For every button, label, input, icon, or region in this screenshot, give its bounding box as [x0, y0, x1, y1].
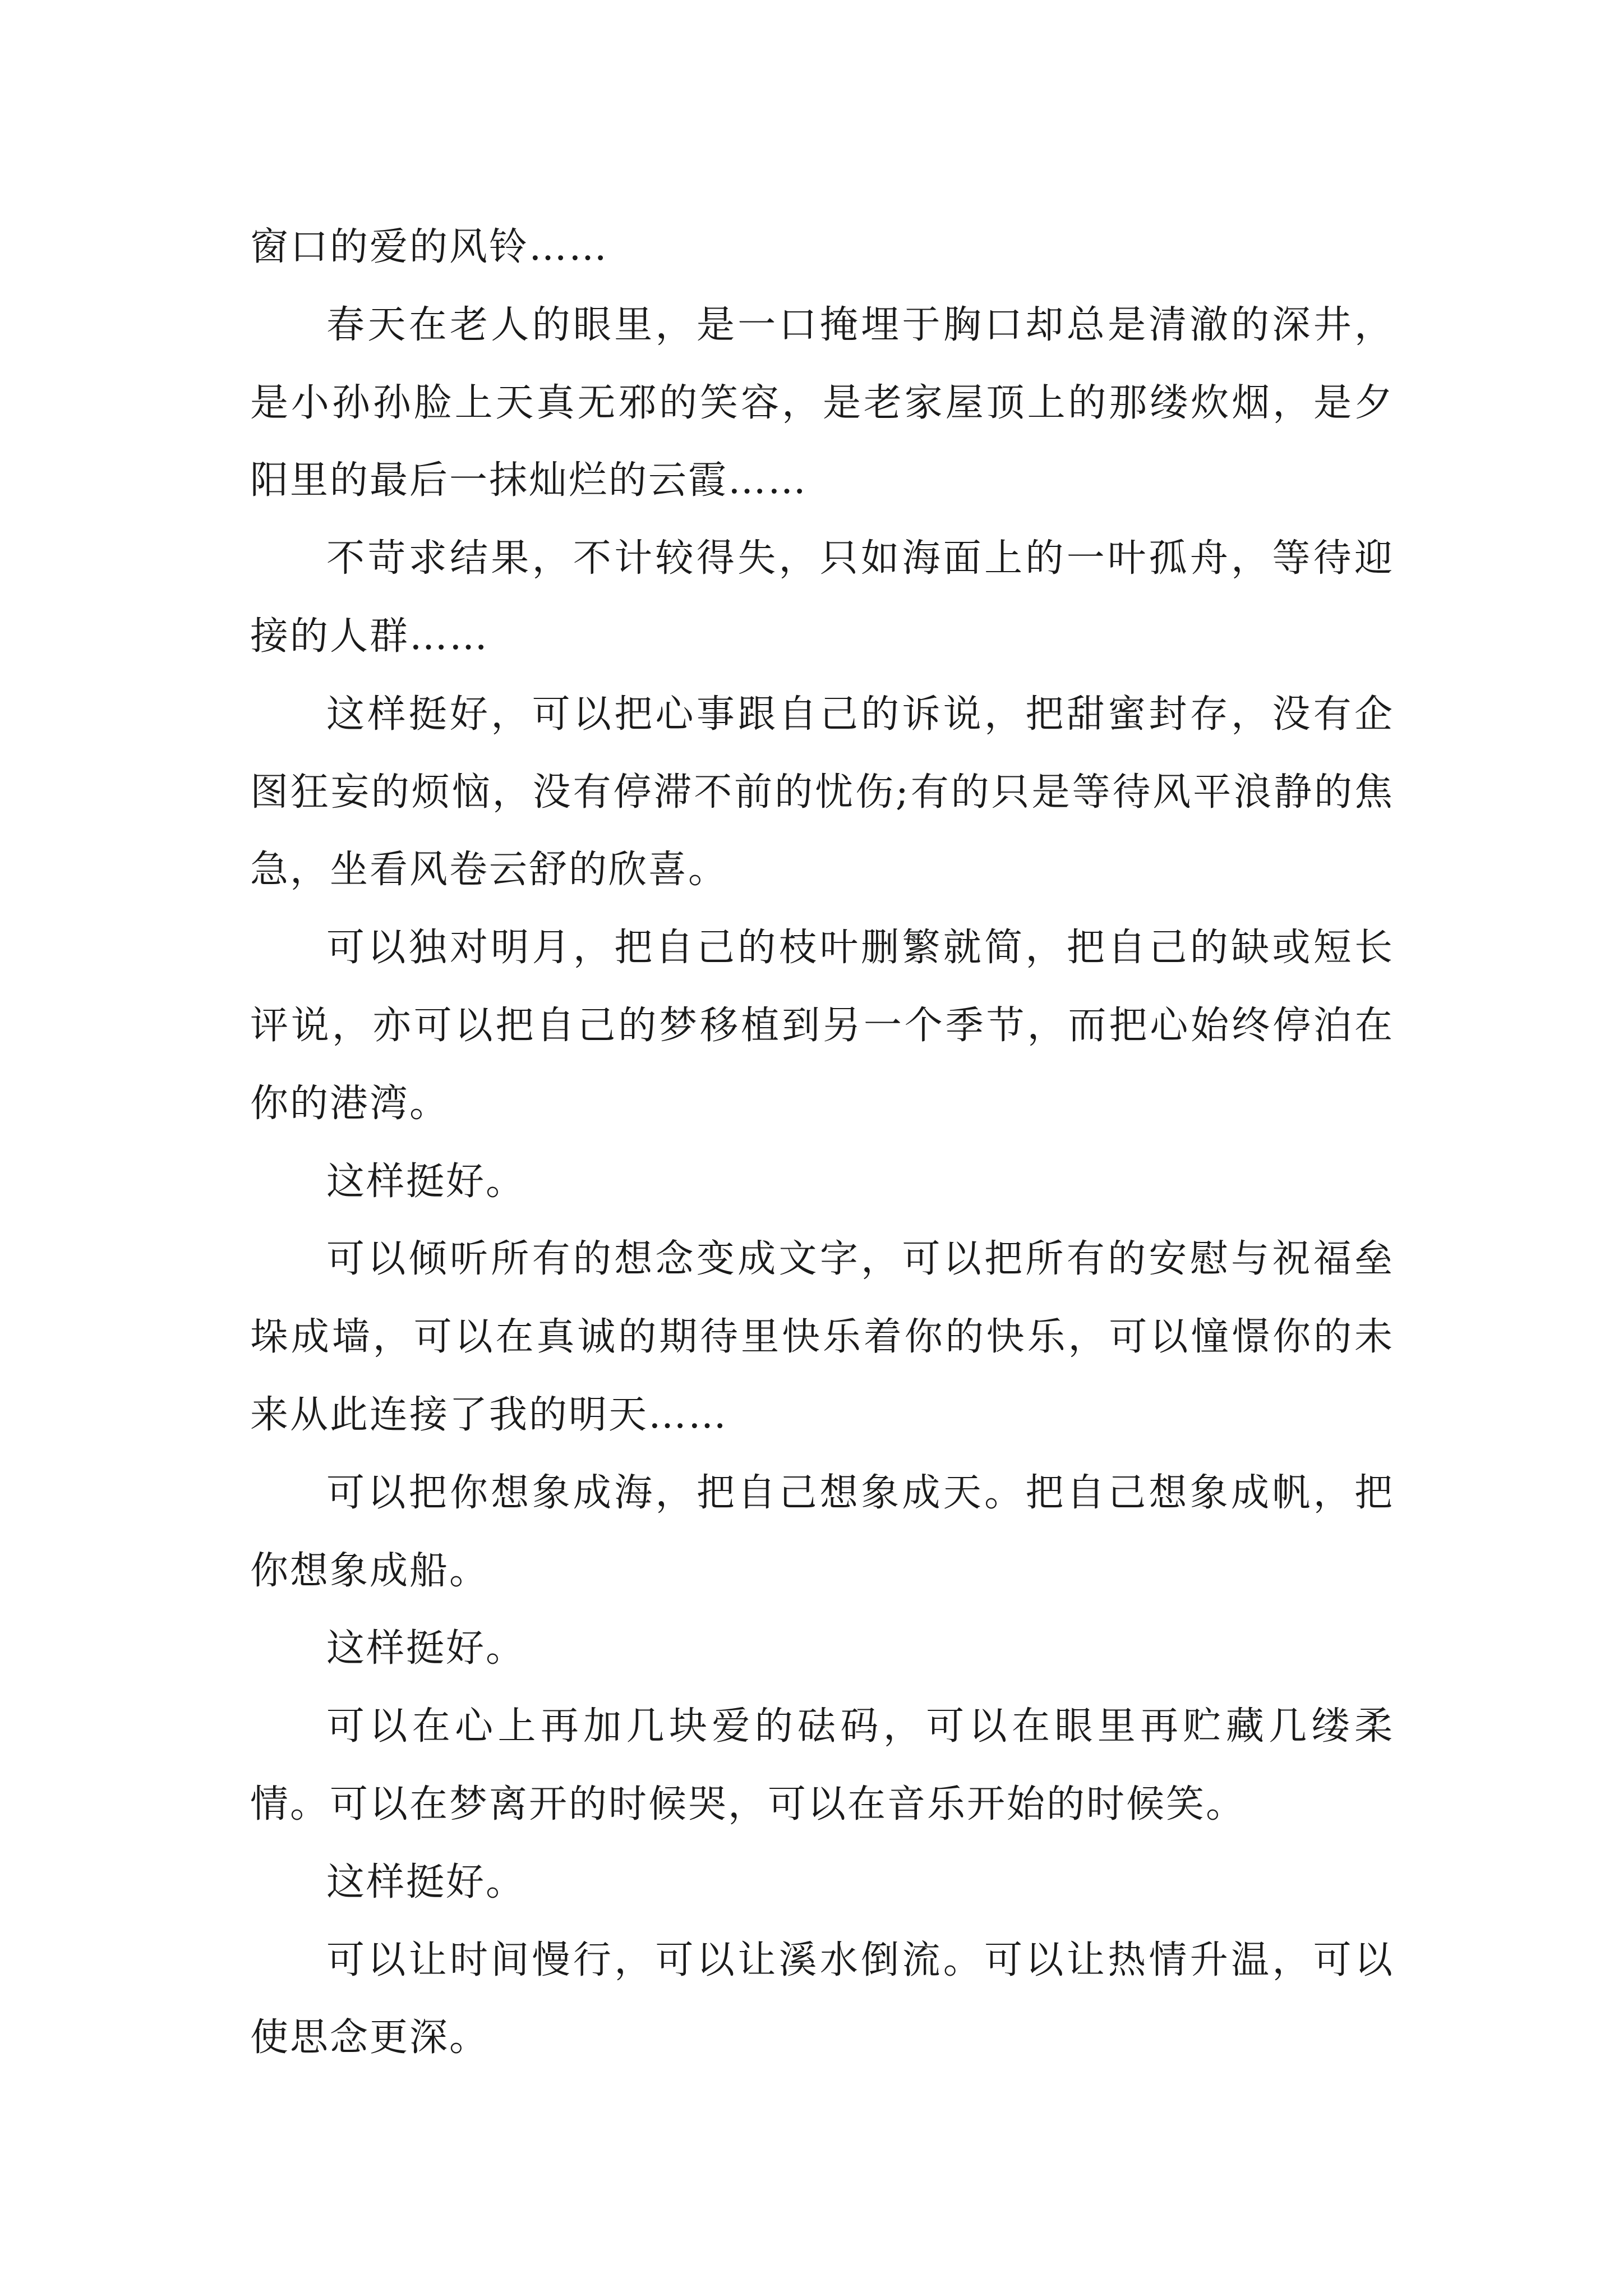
paragraph: 这样挺好，可以把心事跟自己的诉说，把甜蜜封存，没有企图狂妄的烦恼，没有停滞不前的忧伤;有的只是等待风平浪静的焦急，坐看风卷云舒的欣喜。	[250, 692, 1394, 892]
paragraph: 可以把你想象成海，把自己想象成天。把自己想象成帆，把你想象成船。	[250, 1470, 1394, 1593]
body-text	[250, 209, 1394, 2077]
paragraph: 这样挺好。	[326, 1626, 526, 1671]
paragraph: 可以在心上再加几块爱的砝码，可以在眼里再贮藏几缕柔情。可以在梦离开的时候哭，可以在音乐开始的时候笑。	[250, 1704, 1394, 1826]
paragraph: 可以倾听所有的想念变成文字，可以把所有的安慰与祝福垒垛成墙，可以在真诚的期待里快乐着你的快乐，可以憧憬你的未来从此连接了我的明天……	[250, 1237, 1394, 1437]
paragraph: 可以让时间慢行，可以让溪水倒流。可以让热情升温，可以使思念更深。	[250, 1938, 1394, 2060]
paragraph: 这样挺好。	[326, 1159, 526, 1204]
paragraph: 不苛求结果，不计较得失，只如海面上的一叶孤舟，等待迎接的人群……	[250, 536, 1394, 659]
paragraph-continuation: 窗口的爱的风铃……	[250, 225, 609, 269]
paragraph: 春天在老人的眼里，是一口掩埋于胸口却总是清澈的深井，是小孙孙脸上天真无邪的笑容，是老家屋顶上的那缕炊烟，是夕阳里的最后一抹灿烂的云霞……	[250, 302, 1394, 503]
paragraph: 可以独对明月，把自己的枝叶删繁就简，把自己的缺或短长评说，亦可以把自己的梦移植到另一个季节，而把心始终停泊在你的港湾。	[250, 926, 1394, 1126]
paragraph: 这样挺好。	[326, 1860, 526, 1904]
